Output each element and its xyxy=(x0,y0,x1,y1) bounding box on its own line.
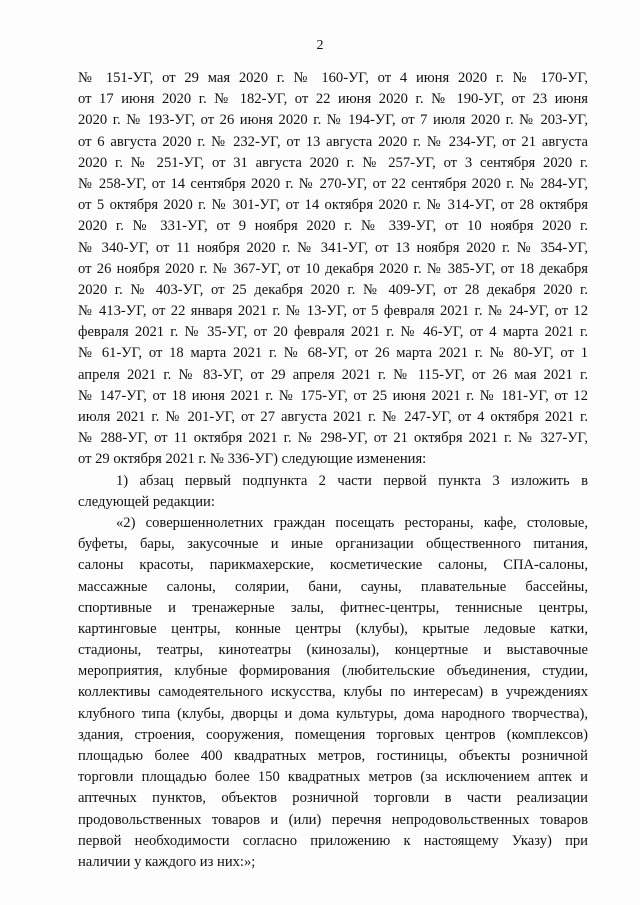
text-line: здания, строения, сооружения, помещения торговых центров (комплексов) xyxy=(78,726,588,743)
text-line: спортивные и тренажерные залы, фитнес-центры, теннисные центры, xyxy=(78,599,588,616)
document-body-text xyxy=(78,68,588,873)
text-line: первой необходимости согласно приложению к настоящему Указу) при xyxy=(78,832,588,849)
text-line: февраля 2021 г. № 35-УГ, от 20 февраля 2021 г. № 46-УГ, от 4 марта 2021 г. xyxy=(78,324,588,341)
text-line: продовольственных товаров и (или) перечня непродовольственных товаров xyxy=(78,811,588,828)
text-line: наличии у каждого из них:»; xyxy=(78,853,256,870)
text-line: следующей редакции: xyxy=(78,493,215,510)
text-line: № 258-УГ, от 14 сентября 2020 г. № 270-УГ, от 22 сентября 2020 г. № 284-УГ, xyxy=(78,175,588,192)
text-line: 2020 г. № 403-УГ, от 25 декабря 2020 г. № 409-УГ, от 28 декабря 2020 г. xyxy=(78,281,588,298)
text-line: мероприятия, клубные формирования (любительские объединения, студии, xyxy=(78,663,588,680)
text-line: от 17 июня 2020 г. № 182-УГ, от 22 июня 2020 г. № 190-УГ, от 23 июня xyxy=(78,91,588,108)
text-line: апреля 2021 г. № 83-УГ, от 29 апреля 2021 г. № 115-УГ, от 26 мая 2021 г. xyxy=(78,366,588,383)
text-line: стадионы, театры, кинотеатры (кинозалы), концертные и выставочные xyxy=(78,642,588,659)
text-line: «2) совершеннолетних граждан посещать рестораны, кафе, столовые, xyxy=(116,514,588,531)
text-line: № 61-УГ, от 18 марта 2021 г. № 68-УГ, от 26 марта 2021 г. № 80-УГ, от 1 xyxy=(78,345,588,362)
page-number: 2 xyxy=(316,38,324,53)
text-line: № 151-УГ, от 29 мая 2020 г. № 160-УГ, от 4 июня 2020 г. № 170-УГ, xyxy=(78,70,588,86)
text-line: клубного типа (клубы, дворцы и дома культуры, дома народного творчества), xyxy=(78,705,588,722)
text-line: аптечных пунктов, объектов розничной торговли в части реализации xyxy=(78,790,588,807)
text-line: 2020 г. № 331-УГ, от 9 ноября 2020 г. № 339-УГ, от 10 ноября 2020 г. xyxy=(78,218,588,235)
text-line: июля 2021 г. № 201-УГ, от 27 августа 2021 г. № 247-УГ, от 4 октября 2021 г. xyxy=(78,409,588,425)
text-line: от 29 октября 2021 г. № 336-УГ) следующие изменения: xyxy=(78,451,427,468)
text-line: площадью более 400 квадратных метров, гостиницы, объекты розничной xyxy=(78,748,588,764)
text-line: 2020 г. № 251-УГ, от 31 августа 2020 г. № 257-УГ, от 3 сентября 2020 г. xyxy=(78,154,588,171)
text-line: картинговые центры, конные центры (клубы), крытые ледовые катки, xyxy=(78,620,588,637)
text-line: от 6 августа 2020 г. № 232-УГ, от 13 августа 2020 г. № 234-УГ, от 21 августа xyxy=(78,133,588,150)
text-line: № 340-УГ, от 11 ноября 2020 г. № 341-УГ, от 13 ноября 2020 г. № 354-УГ, xyxy=(78,239,588,256)
text-line: № 413-УГ, от 22 января 2021 г. № 13-УГ, от 5 февраля 2021 г. № 24-УГ, от 12 xyxy=(78,303,588,320)
text-line: торговли площадью более 150 квадратных метров (за исключением аптек и xyxy=(78,769,588,786)
text-line: салоны красоты, парикмахерские, косметические салоны, СПА-салоны, xyxy=(78,557,588,574)
text-line: № 288-УГ, от 11 октября 2021 г. № 298-УГ, от 21 октября 2021 г. № 327-УГ, xyxy=(78,430,588,447)
text-line: массажные салоны, солярии, бани, сауны, плавательные бассейны, xyxy=(78,578,588,595)
text-line: № 147-УГ, от 18 июня 2021 г. № 175-УГ, от 25 июня 2021 г. № 181-УГ, от 12 xyxy=(78,387,588,404)
text-line: буфеты, бары, закусочные и иные организации общественного питания, xyxy=(78,536,588,553)
text-line: от 26 ноября 2020 г. № 367-УГ, от 10 декабря 2020 г. № 385-УГ, от 18 декабря xyxy=(78,260,588,277)
text-line: коллективы самодеятельного искусства, клубы по интересам) в учреждениях xyxy=(78,684,588,701)
text-line: 1) абзац первый подпункта 2 части первой пункта 3 изложить в xyxy=(116,472,588,489)
text-line: 2020 г. № 193-УГ, от 26 июня 2020 г. № 194-УГ, от 7 июля 2020 г. № 203-УГ, xyxy=(78,112,588,129)
text-line: от 5 октября 2020 г. № 301-УГ, от 14 октября 2020 г. № 314-УГ, от 28 октября xyxy=(78,197,588,214)
